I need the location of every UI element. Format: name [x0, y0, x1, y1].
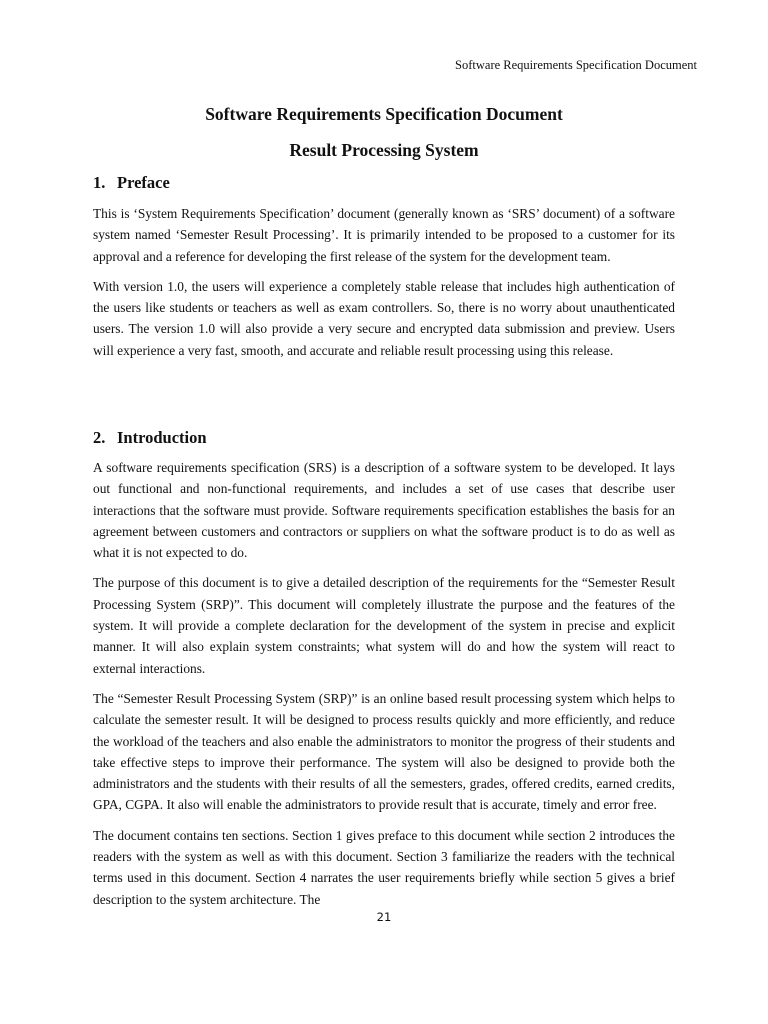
running-header: Software Requirements Specification Document [455, 58, 697, 72]
section-number: 2. [93, 428, 106, 447]
paragraph: The “Semester Result Processing System (SRP)” is an online based result processing system which helps to calculate the semester result. It will be designed to process results quickly and more efficiently, and reduce the workload of the teachers and also enable the administrators to monitor the progress of their students and take effective steps to improve their performance. The system will also be designed to provide both the administrators and the students with their results of all the semesters, grades, offered credits, earned credits, GPA, CGPA. It also will enable the administrators to provide result that is accurate, timely and error free. [93, 690, 675, 813]
paragraph: This is ‘System Requirements Specification’ document (generally known as ‘SRS’ document) of a software system named ‘Semester Result Processing’. It is primarily intended to be proposed to a customer for its approval and a reference for developing the first release of the system for the development team. [93, 206, 675, 264]
section-number: 1. [93, 173, 106, 192]
paragraph: With version 1.0, the users will experience a completely stable release that includes high authentication of the users like students or teachers as well as exam controllers. So, there is no worry about unauthenticated users. The version 1.0 will also provide a very secure and encrypted data submission and preview. Users will experience a very fast, smooth, and accurate and reliable result processing using this release. [93, 278, 675, 358]
document-title: Software Requirements Specification Document [205, 104, 563, 124]
section-body-preface [93, 203, 675, 361]
section-heading-introduction [93, 427, 675, 449]
section-heading-preface [93, 172, 675, 194]
page-number: 21 [376, 910, 392, 924]
document-subtitle: Result Processing System [289, 140, 479, 160]
paragraph: The document contains ten sections. Section 1 gives preface to this document while section 2 introduces the readers with the system as well as with this document. Section 3 familiarize the readers with the technical terms used in this document. Section 4 narrates the user requirements briefly while section 5 gives a brief description to the system architecture. The [93, 827, 675, 907]
paragraph: The purpose of this document is to give a detailed description of the requirements for the “Semester Result Processing System (SRP)”. This document will completely illustrate the purpose and the features of the system. It will provide a complete declaration for the development of the system in precise and explicit manner. It will also explain system constraints; what system will do and how the system will react to external interactions. [93, 575, 675, 676]
section-title: Preface [117, 173, 170, 192]
section-body-introduction [93, 457, 675, 910]
paragraph: A software requirements specification (SRS) is a description of a software system to be developed. It lays out functional and non-functional requirements, and includes a set of use cases that describe user interactions that the software must provide. Software requirements specification establishes the basis for an agreement between customers and contractors or suppliers on what the software product is to do as well as what it is not expected to do. [93, 460, 675, 561]
section-title: Introduction [117, 428, 207, 447]
